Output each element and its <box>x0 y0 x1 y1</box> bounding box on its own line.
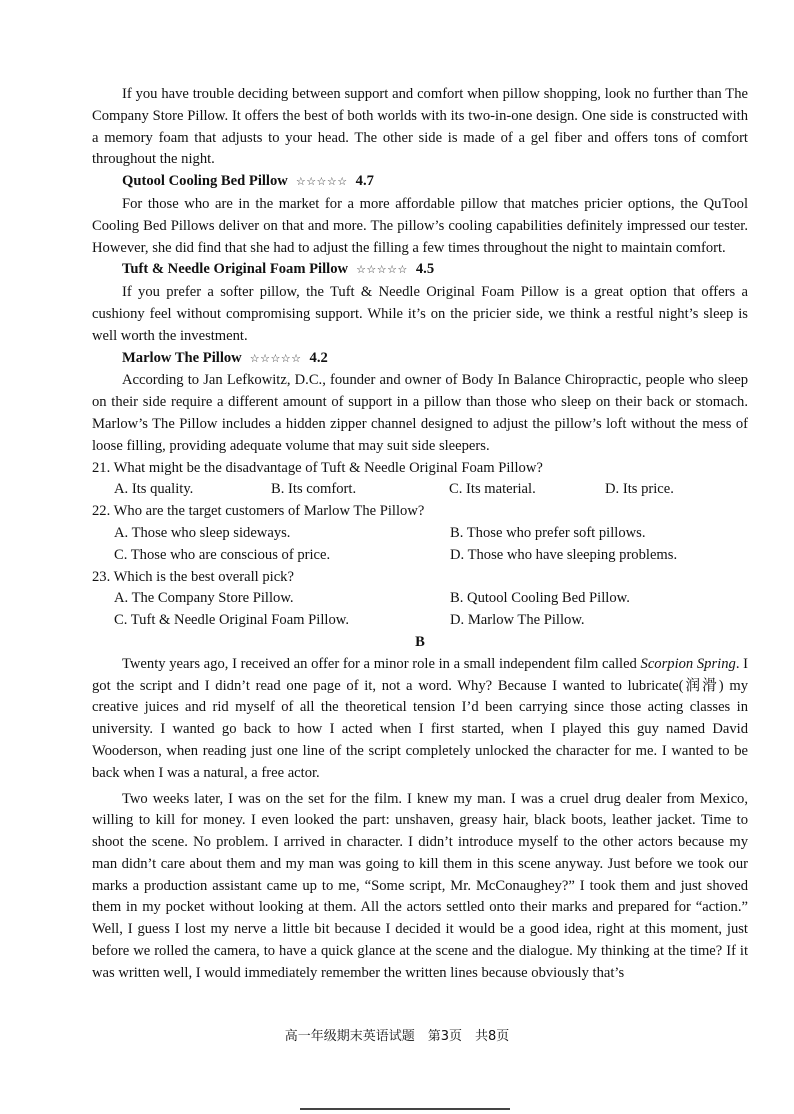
rating-stars-icon: ☆☆☆☆☆ <box>249 352 302 365</box>
option-b: B. Its comfort. <box>271 481 357 498</box>
product-text-qutool: For those who are in the market for a more affordable pillow that matches pricier options, the QuTool Cooling Bed Pillows deliver on that and more. The pillow’s cooling capabilities definitely impressed our tester. However, she did find that she had to adjust the filling a few times throughout the night to maintain comfort. <box>92 195 748 256</box>
rating-score: 4.5 <box>415 261 435 278</box>
bottom-divider <box>300 1108 510 1110</box>
option-d: D. Those who have sleeping problems. <box>450 546 678 563</box>
option-d: D. Its price. <box>605 481 674 498</box>
product-heading-marlow <box>92 348 748 371</box>
question-21-options <box>92 479 748 501</box>
product-heading-tuft-needle <box>92 259 748 282</box>
question-22: 22. Who are the target customers of Marlow The Pillow? <box>92 503 425 520</box>
question-21: 21. What might be the disadvantage of Tuft & Needle Original Foam Pillow? <box>92 459 543 476</box>
product-text-tuft-needle: If you prefer a softer pillow, the Tuft & Needle Original Foam Pillow is a great option that offers a cushiony feel without compromising support. While it’s on the pricier side, we think a restful night’s sleep is well worth the investment. <box>92 284 748 344</box>
p1-after: . I got the script and I didn’t read one page of it, not a word. Why? Because I wanted to lubricate(润滑) my creative juices and rid myself of all the theoretical tension I’d been carrying since those acting classes in university. I wanted go back to how I acted when I first started, when I played this guy named David Wooderson, when reading just one line of the script completely unlocked the character for me. I wanted to be back when I was a natural, a free actor. <box>92 655 748 781</box>
product-name: Marlow The Pillow <box>122 349 242 366</box>
option-b: B. Qutool Cooling Bed Pillow. <box>450 590 630 607</box>
rating-stars-icon: ☆☆☆☆☆ <box>295 176 348 189</box>
option-c: C. Its material. <box>449 481 536 498</box>
question-23-options-row1 <box>92 588 748 610</box>
product-heading-qutool <box>92 171 748 194</box>
question-23-options-row2 <box>92 610 748 632</box>
passage-a-intro: If you have trouble deciding between support and comfort when pillow shopping, look no further than The Company Store Pillow. It offers the best of both worlds with its two-in-one design. One side is constructed with a memory foam that adjusts to your head. The other side is made of a gel fiber and offers tons of comfort throughout the night. <box>92 86 748 168</box>
option-a: A. The Company Store Pillow. <box>114 590 294 607</box>
product-text-marlow: According to Jan Lefkowitz, D.C., founder and owner of Body In Balance Chiropractic, people who sleep on their side require a different amount of support in a pillow than those who sleep on their back or stomach. Marlow’s The Pillow includes a hidden zipper channel designed to adjust the pillow’s loft without the mess of loose filling, providing adequate volume that may suit side sleepers. <box>92 372 748 454</box>
option-c: C. Those who are conscious of price. <box>114 546 331 563</box>
question-23: 23. Which is the best overall pick? <box>92 568 294 585</box>
option-d: D. Marlow The Pillow. <box>450 612 585 629</box>
option-a: A. Those who sleep sideways. <box>114 524 291 541</box>
film-title: Scorpion Spring <box>640 655 736 672</box>
question-22-options-row1 <box>92 523 748 545</box>
product-name: Tuft & Needle Original Foam Pillow <box>122 261 349 278</box>
section-b-paragraph-2: Two weeks later, I was on the set for the film. I knew my man. I was a cruel drug dealer from Mexico, willing to kill for money. I even looked the part: unshaven, greasy hair, black boots, leather jacket. Time to shoot the scene. No problem. I arrived in character. I didn’t introduce myself to the other actors because my man didn’t care about them and my man was going to kill them in this scene anyway. Just before we took our marks a production assistant came up to me, “Some script, Mr. McConaughey?” I took them and just shoved them in my pocket without looking at them. All the actors settled onto their marks and prepared for “action.” Well, I guess I lost my nerve a little bit because I decided it would be a good idea, right at this moment, just before we rolled the camera, to have a quick glance at the scene and the dialogue. My thinking at the time? If it was written well, I would immediately remember the written lines because obviously that’s <box>92 790 748 981</box>
question-22-options-row2 <box>92 545 748 567</box>
rating-stars-icon: ☆☆☆☆☆ <box>356 264 408 277</box>
product-name: Qutool Cooling Bed Pillow <box>122 173 288 190</box>
page-body <box>92 84 748 985</box>
option-a: A. Its quality. <box>114 481 194 498</box>
rating-score: 4.7 <box>355 173 374 190</box>
page-footer: 高一年级期末英语试题 第3页 共8页 <box>284 1029 510 1044</box>
option-b: B. Those who prefer soft pillows. <box>450 524 646 541</box>
section-b-label: B <box>415 633 425 650</box>
option-c: C. Tuft & Needle Original Foam Pillow. <box>114 612 349 629</box>
p1-before: Twenty years ago, I received an offer for a minor role in a small independent film called <box>122 655 641 672</box>
section-b-paragraph-1 <box>92 654 748 785</box>
rating-score: 4.2 <box>309 349 328 366</box>
